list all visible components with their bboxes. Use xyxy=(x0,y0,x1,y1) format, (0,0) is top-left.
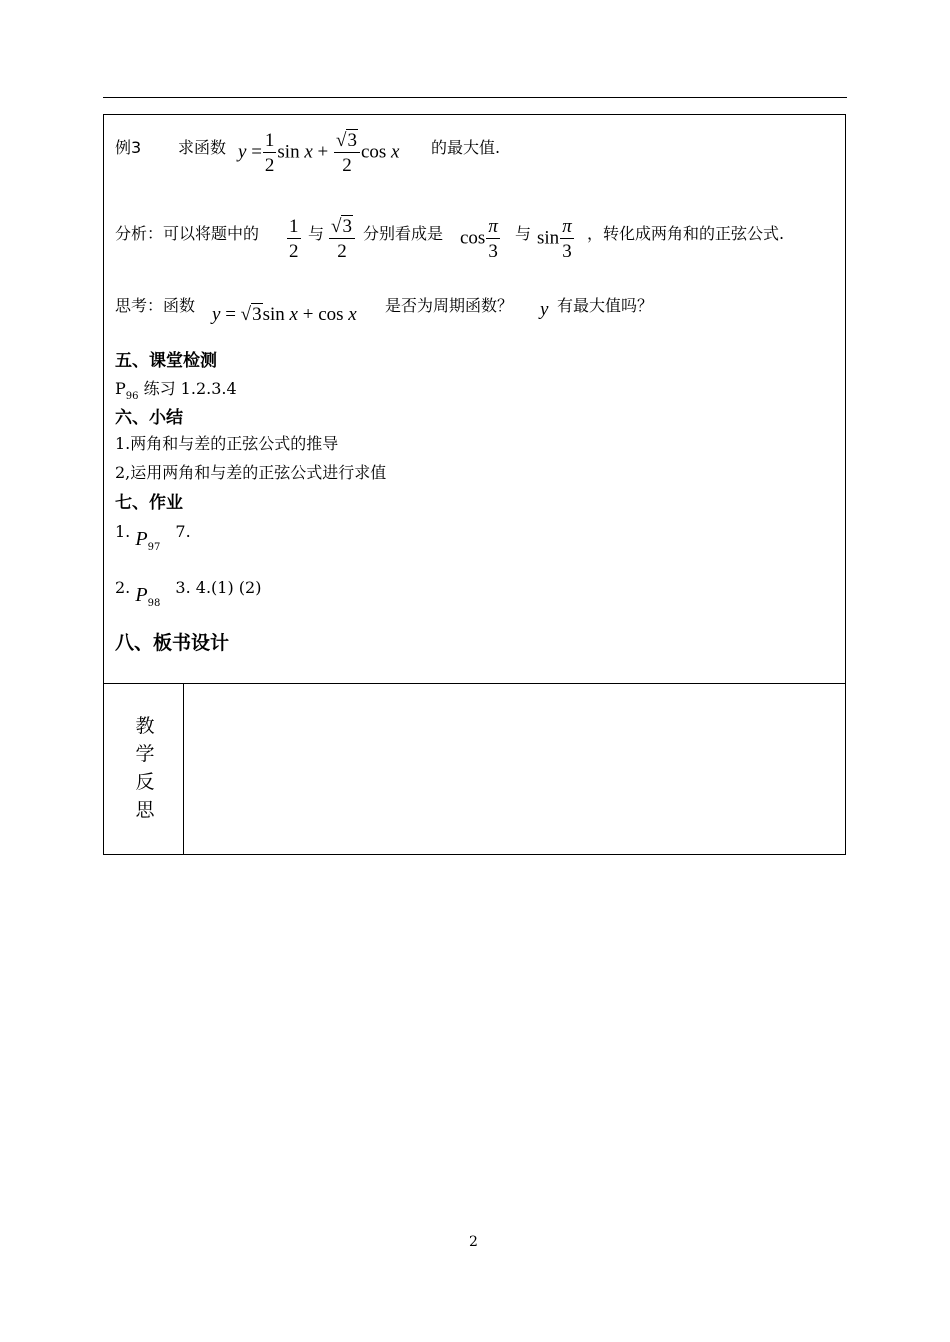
analysis-suffix: ，转化成两角和的正弦公式. xyxy=(587,224,785,243)
frac-den: 2 xyxy=(264,155,275,176)
frac-num: √3 xyxy=(334,131,360,153)
fraction-one-half xyxy=(263,131,277,175)
thinking-question-2: 有最大值吗？ xyxy=(557,296,654,315)
cos-func: cos xyxy=(360,141,387,163)
var-y: y xyxy=(540,299,549,320)
homework-item xyxy=(115,520,191,553)
page-number: 2 xyxy=(469,1234,478,1250)
analysis-cos-pi3 xyxy=(460,217,501,261)
summary-item: 2,运用两角和与差的正弦公式进行求值 xyxy=(115,463,387,482)
homework-text: 7. xyxy=(175,522,191,541)
page-ref-sub: 98 xyxy=(147,598,161,609)
var-x: x xyxy=(304,141,313,163)
reflection-char: 学 xyxy=(135,743,155,765)
homework-text: 3. 4.(1) (2) xyxy=(175,578,262,597)
section-title: 八、板书设计 xyxy=(115,632,230,654)
reflection-table xyxy=(103,683,846,855)
frac-den: 2 xyxy=(337,241,347,262)
example-suffix: 的最大值. xyxy=(431,138,501,157)
equals-sign: = xyxy=(225,304,236,325)
analysis-frac-sqrt3: $\frac{√3}{2}$ xyxy=(328,217,356,261)
page-ref-sub: 96 xyxy=(125,391,139,402)
thinking-question-1: 是否为周期函数？ xyxy=(385,296,514,315)
frac-den: 3 xyxy=(562,241,572,262)
frac-den: 2 xyxy=(342,155,352,176)
example-formula xyxy=(238,131,399,175)
example-prompt: 求函数 xyxy=(178,138,227,157)
plus-sign: + xyxy=(302,304,314,325)
reflection-label xyxy=(132,712,158,824)
section-title: 七、作业 xyxy=(115,493,183,513)
frac-den: 2 xyxy=(289,241,299,262)
reflection-char: 教 xyxy=(135,715,155,737)
section-title: 五、课堂检测 xyxy=(115,351,217,371)
page-ref: P xyxy=(115,379,126,398)
frac-den: 3 xyxy=(488,241,498,262)
header-rule xyxy=(103,97,847,98)
section-title: 六、小结 xyxy=(115,408,183,428)
analysis-and-1: 与 xyxy=(308,224,325,243)
pi-symbol: π xyxy=(562,216,572,237)
sqrt-radicand: 3 xyxy=(347,130,357,151)
thinking-prefix: 思考：函数 xyxy=(115,296,196,315)
plus-sign: + xyxy=(317,141,329,163)
sin-func: sin xyxy=(277,141,300,163)
var-x: x xyxy=(391,141,400,163)
practice-text: 练习 1.2.3.4 xyxy=(143,379,237,398)
analysis-frac-half xyxy=(286,217,302,261)
page-ref: P xyxy=(135,584,148,606)
var-y: y xyxy=(238,141,247,163)
var-y: y xyxy=(212,304,221,325)
sqrt-radicand: 3 xyxy=(252,304,262,325)
thinking-formula: y = √3sin x + cos x xyxy=(212,304,357,325)
frac-num: 1 xyxy=(264,130,275,151)
page-ref: P xyxy=(135,528,148,550)
sqrt-radicand: 3 xyxy=(342,216,352,237)
summary-item: 1.两角和与差的正弦公式的推导 xyxy=(115,434,339,453)
homework-item xyxy=(115,576,262,609)
page-ref-sub: 97 xyxy=(147,542,161,553)
var-x: x xyxy=(348,304,357,325)
var-x: x xyxy=(289,304,298,325)
practice-line xyxy=(115,376,237,402)
cos-func: cos xyxy=(318,304,344,325)
analysis-sin-pi3 xyxy=(537,217,575,261)
analysis-and-2: 与 xyxy=(515,224,532,243)
reflection-divider xyxy=(183,684,184,855)
frac-num: 1 xyxy=(289,216,299,237)
analysis-middle: 分别看成是 xyxy=(363,224,444,243)
fraction-sqrt3-half xyxy=(334,131,360,175)
cos-func: cos xyxy=(460,227,486,249)
pi-symbol: π xyxy=(488,216,498,237)
item-number: 2. xyxy=(115,578,131,597)
item-number: 1. xyxy=(115,522,131,541)
example-label: 例3 xyxy=(115,138,142,157)
reflection-char: 反 xyxy=(135,771,155,793)
sin-func: sin xyxy=(262,304,285,325)
equals-sign: = xyxy=(251,141,262,163)
sin-func: sin xyxy=(537,227,560,249)
analysis-prefix: 分析：可以将题中的 xyxy=(115,224,260,243)
reflection-char: 思 xyxy=(135,799,155,821)
